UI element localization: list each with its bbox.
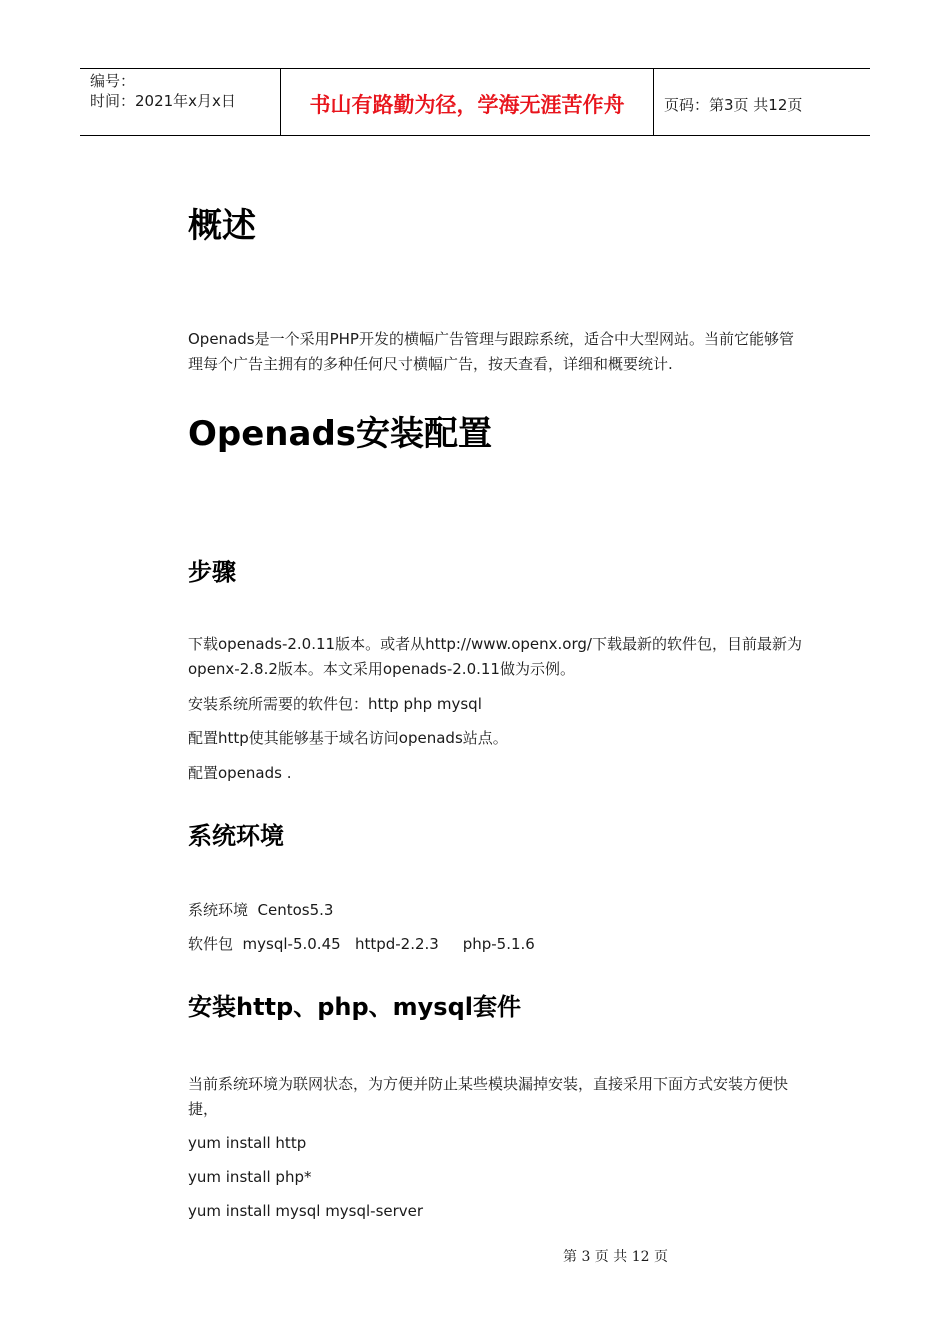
paragraph-env-2: 软件包 mysql-5.0.45 httpd-2.2.3 php-5.1.6	[188, 935, 535, 953]
heading-install: Openads安装配置	[188, 414, 493, 454]
paragraph-packages-1: 当前系统环境为联网状态，为方便并防止某些模块漏掉安装，直接采用下面方式安装方便快捷，	[188, 1075, 789, 1118]
paragraph-overview: Openads是一个采用PHP开发的横幅广告管理与跟踪系统，适合中大型网站。当前它能够管理每个广告主拥有的多种任何尺寸横幅广告，按天查看，详细和概要统计.	[188, 330, 794, 373]
paragraph-steps-2: 安装系统所需要的软件包：http php mysql	[188, 695, 482, 713]
page-footer: 第 3 页 共 12 页	[563, 1249, 668, 1265]
header-page-info: 页码：第3页 共12页	[664, 95, 803, 114]
heading-steps: 步骤	[188, 558, 236, 586]
header-motto: 书山有路勤为径，学海无涯苦作舟	[281, 69, 654, 135]
paragraph-packages-4: yum install mysql mysql-server	[188, 1202, 424, 1220]
paragraph-packages-2: yum install http	[188, 1134, 307, 1152]
paragraph-packages-3: yum install php*	[188, 1168, 312, 1186]
paragraph-steps-1: 下载openads-2.0.11版本。或者从http://www.openx.org/下载最新的软件包，目前最新为openx-2.8.2版本。本文采用openads-2.0.11做为示例。	[188, 635, 802, 678]
paragraph-steps-3: 配置http使其能够基于域名访问openads站点。	[188, 729, 508, 747]
paragraph-env-1: 系统环境 Centos5.3	[188, 901, 334, 919]
heading-overview: 概述	[188, 206, 256, 246]
header-number-label: 编号：	[90, 72, 136, 90]
page-header	[80, 68, 870, 136]
heading-packages: 安装http、php、mysql套件	[188, 993, 521, 1021]
heading-env: 系统环境	[188, 822, 284, 850]
header-time-label: 时间：2021年x月x日	[90, 92, 236, 110]
paragraph-steps-4: 配置openads .	[188, 764, 292, 782]
header-meta-cell	[80, 69, 281, 135]
